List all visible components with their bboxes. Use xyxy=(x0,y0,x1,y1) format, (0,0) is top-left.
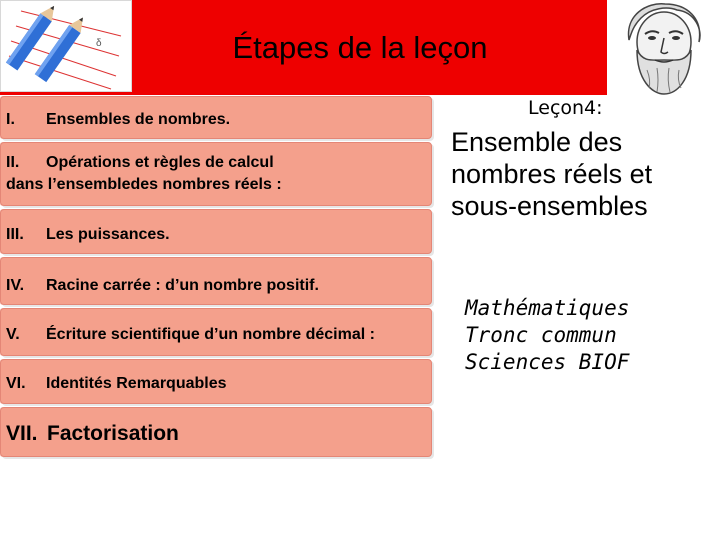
lesson-label: Ensembles de nombres. xyxy=(46,111,231,128)
chapter-title-line: nombres réels et xyxy=(451,159,653,189)
lesson-item-4[interactable] xyxy=(0,257,432,305)
subject-line: Mathématiques xyxy=(465,296,630,320)
lesson-label: Racine carrée : d’un nombre positif. xyxy=(46,277,319,294)
lesson-number: III. xyxy=(6,226,24,243)
lesson-label: Factorisation xyxy=(47,422,179,445)
chapter-title-line: sous-ensembles xyxy=(451,191,648,221)
lesson-number-label: Leçon4: xyxy=(528,97,603,119)
lesson-label: Écriture scientifique d’un nombre décimal : xyxy=(46,326,375,343)
lesson-item-2[interactable] xyxy=(0,142,432,206)
pencils-image xyxy=(0,0,132,92)
lesson-item-3[interactable] xyxy=(0,209,432,254)
lesson-number: II. xyxy=(6,154,20,171)
lesson-label-continuation: dans l’ensembledes nombres réels : xyxy=(6,176,282,193)
svg-text:δ: δ xyxy=(96,38,102,49)
lesson-number: IV. xyxy=(6,277,25,294)
lesson-label: Identités Remarquables xyxy=(46,375,227,392)
lesson-number: VI. xyxy=(6,375,26,392)
lesson-label: Les puissances. xyxy=(46,226,170,243)
page-title: Étapes de la leçon xyxy=(232,30,488,65)
lesson-item-7[interactable] xyxy=(0,407,432,457)
subject-line: Tronc commun xyxy=(465,323,617,347)
philosopher-portrait xyxy=(607,0,720,96)
lesson-label: Opérations et règles de calcul xyxy=(46,154,274,171)
lesson-item-6[interactable] xyxy=(0,359,432,404)
chapter-title-line: Ensemble des xyxy=(451,127,623,157)
lesson-item-1[interactable] xyxy=(0,96,432,139)
chapter-title xyxy=(451,126,713,222)
lesson-item-5[interactable] xyxy=(0,308,432,356)
lesson-number: VII. xyxy=(6,422,38,445)
subject-info xyxy=(465,295,705,376)
subject-line: Sciences BIOF xyxy=(465,350,630,374)
lesson-number: I. xyxy=(6,111,15,128)
lesson-number: V. xyxy=(6,326,20,343)
